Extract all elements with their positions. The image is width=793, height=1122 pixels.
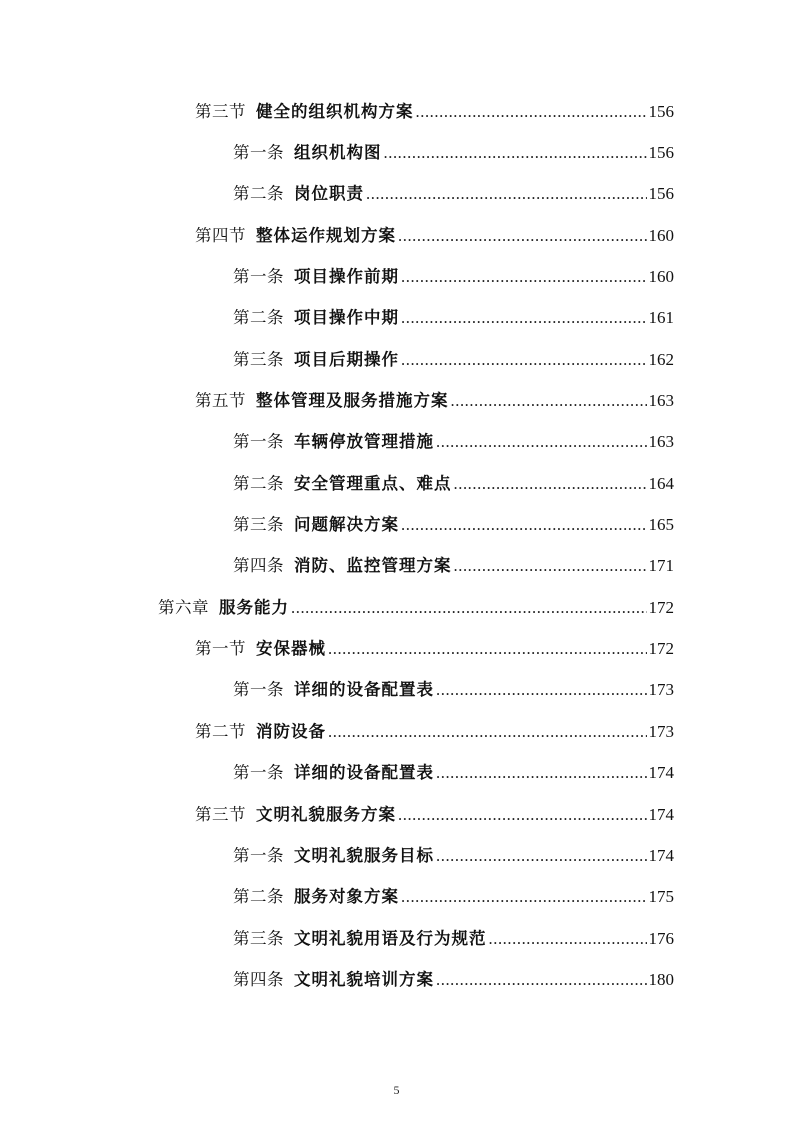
- toc-entry-line: [233, 428, 674, 452]
- toc-entry[interactable]: [0, 420, 793, 461]
- dot-leader: [401, 887, 647, 907]
- toc-entry-page: 164: [648, 473, 674, 493]
- toc-entry-title: 安保器械: [256, 639, 326, 659]
- toc-entry-line: [233, 346, 674, 370]
- dot-leader: [454, 556, 647, 576]
- toc-entry[interactable]: [0, 626, 793, 667]
- toc-entry-page: 163: [648, 391, 674, 411]
- toc-entry-title: 安全管理重点、难点: [294, 473, 452, 493]
- dot-leader: [416, 102, 647, 122]
- dot-leader: [436, 680, 647, 700]
- toc-entry-line: [195, 801, 674, 825]
- toc-entry-title: 车辆停放管理措施: [294, 432, 434, 452]
- toc-entry-page: 161: [648, 308, 674, 328]
- toc-entry-number: 第四节: [195, 225, 246, 245]
- toc-entry-title: 岗位职责: [294, 184, 364, 204]
- dot-leader: [489, 929, 647, 949]
- dot-leader: [454, 474, 647, 494]
- dot-leader: [436, 846, 647, 866]
- toc-entry-line: [233, 470, 674, 494]
- toc-entry-number: 第一条: [233, 680, 284, 700]
- toc-entry-line: [233, 966, 674, 990]
- toc-entry-title: 详细的设备配置表: [294, 763, 434, 783]
- toc-entry-number: 第三条: [233, 515, 284, 535]
- dot-leader: [366, 184, 647, 204]
- toc-entry-title: 健全的组织机构方案: [256, 101, 414, 121]
- toc-entry-number: 第三条: [233, 928, 284, 948]
- toc-entry-line: [233, 304, 674, 328]
- toc-entry-title: 项目后期操作: [294, 349, 399, 369]
- toc-entry-line: [233, 139, 674, 163]
- toc-entry-number: 第一节: [195, 639, 246, 659]
- toc-entry-page: 176: [648, 928, 674, 948]
- toc-entry-number: 第一条: [233, 267, 284, 287]
- toc-entry[interactable]: [0, 254, 793, 295]
- toc-entry[interactable]: [0, 792, 793, 833]
- toc-entry-line: [233, 676, 674, 700]
- dot-leader: [401, 350, 647, 370]
- dot-leader: [398, 226, 647, 246]
- dot-leader: [436, 432, 647, 452]
- toc-entry-title: 服务对象方案: [294, 887, 399, 907]
- toc-entry-line: [195, 718, 674, 742]
- toc-entry-number: 第二条: [233, 308, 284, 328]
- toc-entry-title: 整体管理及服务措施方案: [256, 391, 449, 411]
- toc-entry-title: 项目操作前期: [294, 267, 399, 287]
- toc-entry-number: 第六章: [158, 597, 209, 617]
- toc-entry[interactable]: [0, 378, 793, 419]
- toc-entry-page: 172: [648, 597, 674, 617]
- toc-entry[interactable]: [0, 585, 793, 626]
- dot-leader: [436, 763, 647, 783]
- toc-entry-line: [233, 842, 674, 866]
- toc-entry[interactable]: [0, 751, 793, 792]
- toc-entry-number: 第四条: [233, 969, 284, 989]
- toc-entry-title: 详细的设备配置表: [294, 680, 434, 700]
- toc-entry-title: 项目操作中期: [294, 308, 399, 328]
- toc-entry[interactable]: [0, 957, 793, 998]
- toc-entry[interactable]: [0, 544, 793, 585]
- toc-entry[interactable]: [0, 172, 793, 213]
- toc-entry-title: 问题解决方案: [294, 515, 399, 535]
- toc-entry-page: 156: [648, 184, 674, 204]
- toc-entry-line: [195, 387, 674, 411]
- toc-entry[interactable]: [0, 668, 793, 709]
- toc-entry-page: 175: [648, 887, 674, 907]
- toc-entry-page: 156: [648, 143, 674, 163]
- toc-entry-page: 165: [648, 515, 674, 535]
- toc-entry-line: [195, 98, 674, 122]
- dot-leader: [401, 267, 647, 287]
- toc-entry-line: [233, 511, 674, 535]
- toc-entry-number: 第二节: [195, 721, 246, 741]
- toc-entry-title: 文明礼貌培训方案: [294, 969, 434, 989]
- toc-entry[interactable]: [0, 502, 793, 543]
- toc-entry-number: 第二条: [233, 473, 284, 493]
- toc-entry-line: [233, 925, 674, 949]
- toc-entry-line: [233, 552, 674, 576]
- toc-entry-number: 第三节: [195, 804, 246, 824]
- toc-entry-title: 服务能力: [219, 597, 289, 617]
- toc-entry-page: 163: [648, 432, 674, 452]
- toc-entry-page: 171: [648, 556, 674, 576]
- toc-entry-number: 第一条: [233, 143, 284, 163]
- toc-entry[interactable]: [0, 296, 793, 337]
- toc-entry-page: 180: [648, 969, 674, 989]
- toc-entry-page: 160: [648, 225, 674, 245]
- toc-entry-page: 160: [648, 267, 674, 287]
- toc-entry-page: 162: [648, 349, 674, 369]
- dot-leader: [401, 515, 647, 535]
- toc-entry[interactable]: [0, 833, 793, 874]
- toc-entry-number: 第一条: [233, 432, 284, 452]
- toc-entry-page: 174: [648, 845, 674, 865]
- dot-leader: [436, 970, 647, 990]
- toc-entry-line: [195, 222, 674, 246]
- dot-leader: [398, 805, 647, 825]
- toc-entry-page: 156: [648, 101, 674, 121]
- toc-entry-number: 第五节: [195, 391, 246, 411]
- toc-entry-page: 172: [648, 639, 674, 659]
- toc-entry-line: [233, 263, 674, 287]
- toc-entry-title: 文明礼貌服务目标: [294, 845, 434, 865]
- toc-entry[interactable]: [0, 337, 793, 378]
- toc-entry-number: 第四条: [233, 556, 284, 576]
- table-of-contents: [0, 89, 793, 999]
- toc-entry[interactable]: [0, 875, 793, 916]
- toc-entry-number: 第一条: [233, 763, 284, 783]
- toc-entry-number: 第二条: [233, 184, 284, 204]
- dot-leader: [401, 308, 647, 328]
- toc-entry[interactable]: [0, 130, 793, 171]
- toc-entry-number: 第三节: [195, 101, 246, 121]
- toc-entry-line: [233, 883, 674, 907]
- toc-entry[interactable]: [0, 709, 793, 750]
- dot-leader: [384, 143, 647, 163]
- toc-entry-page: 174: [648, 763, 674, 783]
- toc-entry-page: 173: [648, 721, 674, 741]
- toc-entry-title: 整体运作规划方案: [256, 225, 396, 245]
- toc-entry-title: 组织机构图: [294, 143, 382, 163]
- toc-entry[interactable]: [0, 213, 793, 254]
- toc-entry-page: 174: [648, 804, 674, 824]
- toc-entry-line: [233, 759, 674, 783]
- toc-entry-line: [158, 594, 674, 618]
- toc-entry-title: 消防设备: [256, 721, 326, 741]
- toc-entry-number: 第三条: [233, 349, 284, 369]
- toc-entry-number: 第二条: [233, 887, 284, 907]
- dot-leader: [328, 722, 647, 742]
- toc-entry-title: 消防、监控管理方案: [294, 556, 452, 576]
- dot-leader: [328, 639, 647, 659]
- toc-entry-line: [195, 635, 674, 659]
- toc-entry-line: [233, 180, 674, 204]
- toc-entry-number: 第一条: [233, 845, 284, 865]
- toc-entry-page: 173: [648, 680, 674, 700]
- page-number: 5: [393, 1083, 400, 1097]
- toc-entry-title: 文明礼貌服务方案: [256, 804, 396, 824]
- toc-entry[interactable]: [0, 916, 793, 957]
- toc-entry-title: 文明礼貌用语及行为规范: [294, 928, 487, 948]
- dot-leader: [291, 598, 647, 618]
- dot-leader: [451, 391, 647, 411]
- toc-entry[interactable]: [0, 89, 793, 130]
- toc-entry[interactable]: [0, 461, 793, 502]
